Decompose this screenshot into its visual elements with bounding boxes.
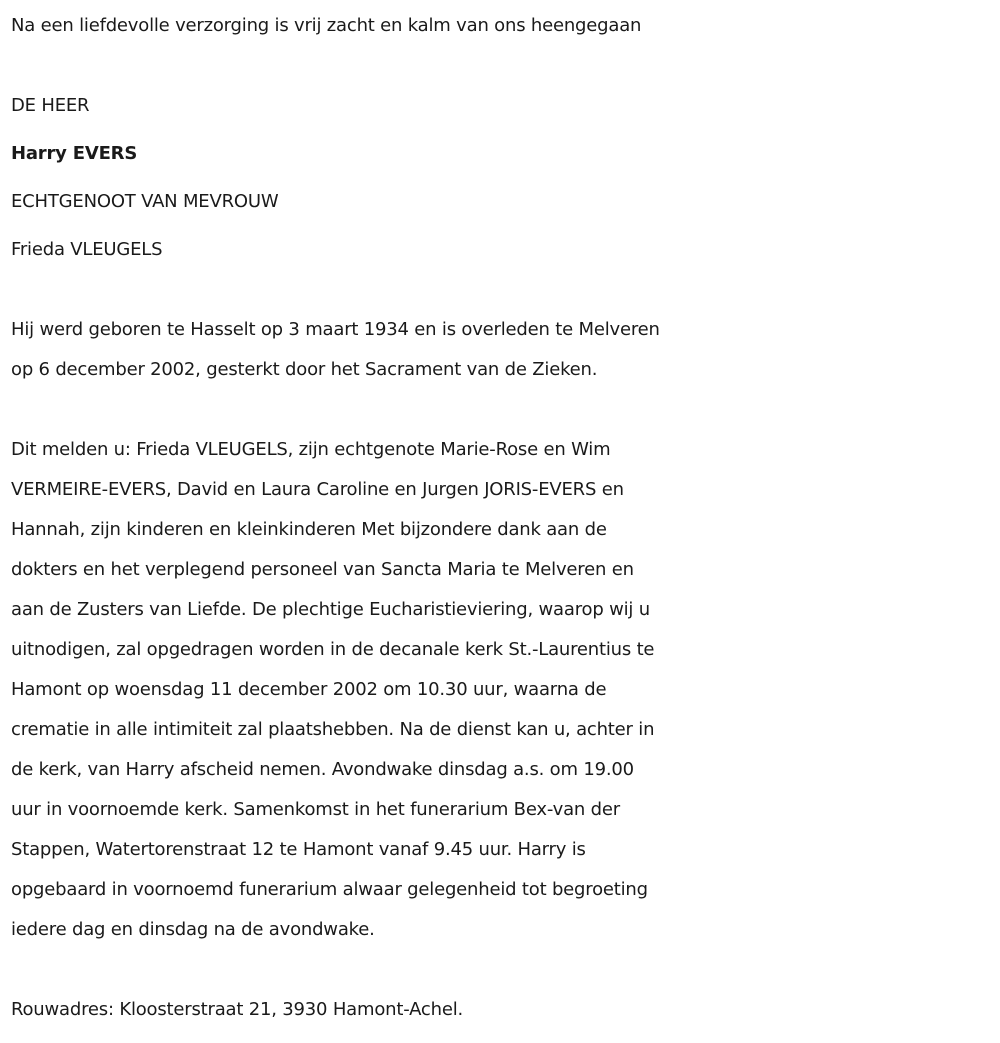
paragraph-line: uur in voornoemde kerk. Samenkomst in het funerarium Bex-van der <box>11 799 620 820</box>
spacer <box>11 46 996 86</box>
spacer <box>11 174 996 182</box>
paragraph-line: dokters en het verplegend personeel van Sancta Maria te Melveren en <box>11 559 634 580</box>
paragraph-line: aan de Zusters van Liefde. De plechtige Eucharistieviering, waarop wij u <box>11 599 650 620</box>
spacer <box>11 950 996 990</box>
spouse-name: Frieda VLEUGELS <box>11 239 163 260</box>
paragraph-line: uitnodigen, zal opgedragen worden in de decanale kerk St.-Laurentius te <box>11 639 655 660</box>
obituary-document <box>11 6 996 1030</box>
birth-death-paragraph <box>11 310 996 390</box>
paragraph-line: op 6 december 2002, gesterkt door het Sacrament van de Zieken. <box>11 359 598 380</box>
spacer <box>11 270 996 310</box>
paragraph-line: opgebaard in voornoemd funerarium alwaar gelegenheid tot begroeting <box>11 879 648 900</box>
title-prefix: DE HEER <box>11 95 90 116</box>
paragraph-line: Hij werd geboren te Hasselt op 3 maart 1934 en is overleden te Melveren <box>11 319 660 340</box>
spacer <box>11 222 996 230</box>
spacer <box>11 126 996 134</box>
address-line: Rouwadres: Kloosterstraat 21, 3930 Hamont-Achel. <box>11 999 464 1020</box>
paragraph-line: iedere dag en dinsdag na de avondwake. <box>11 919 375 940</box>
intro-line: Na een liefdevolle verzorging is vrij zacht en kalm van ons heengegaan <box>11 15 642 36</box>
paragraph-line: Stappen, Watertorenstraat 12 te Hamont vanaf 9.45 uur. Harry is <box>11 839 586 860</box>
paragraph-line: Hannah, zijn kinderen en kleinkinderen Met bijzondere dank aan de <box>11 519 607 540</box>
spacer <box>11 390 996 430</box>
paragraph-line: VERMEIRE-EVERS, David en Laura Caroline en Jurgen JORIS-EVERS en <box>11 479 624 500</box>
paragraph-line: de kerk, van Harry afscheid nemen. Avondwake dinsdag a.s. om 19.00 <box>11 759 634 780</box>
spouse-prefix: ECHTGENOOT VAN MEVROUW <box>11 191 279 212</box>
paragraph-line: Dit melden u: Frieda VLEUGELS, zijn echtgenote Marie-Rose en Wim <box>11 439 611 460</box>
deceased-name: Harry EVERS <box>11 143 138 164</box>
paragraph-line: Hamont op woensdag 11 december 2002 om 10.30 uur, waarna de <box>11 679 607 700</box>
announcement-paragraph <box>11 430 996 950</box>
paragraph-line: crematie in alle intimiteit zal plaatshebben. Na de dienst kan u, achter in <box>11 719 655 740</box>
